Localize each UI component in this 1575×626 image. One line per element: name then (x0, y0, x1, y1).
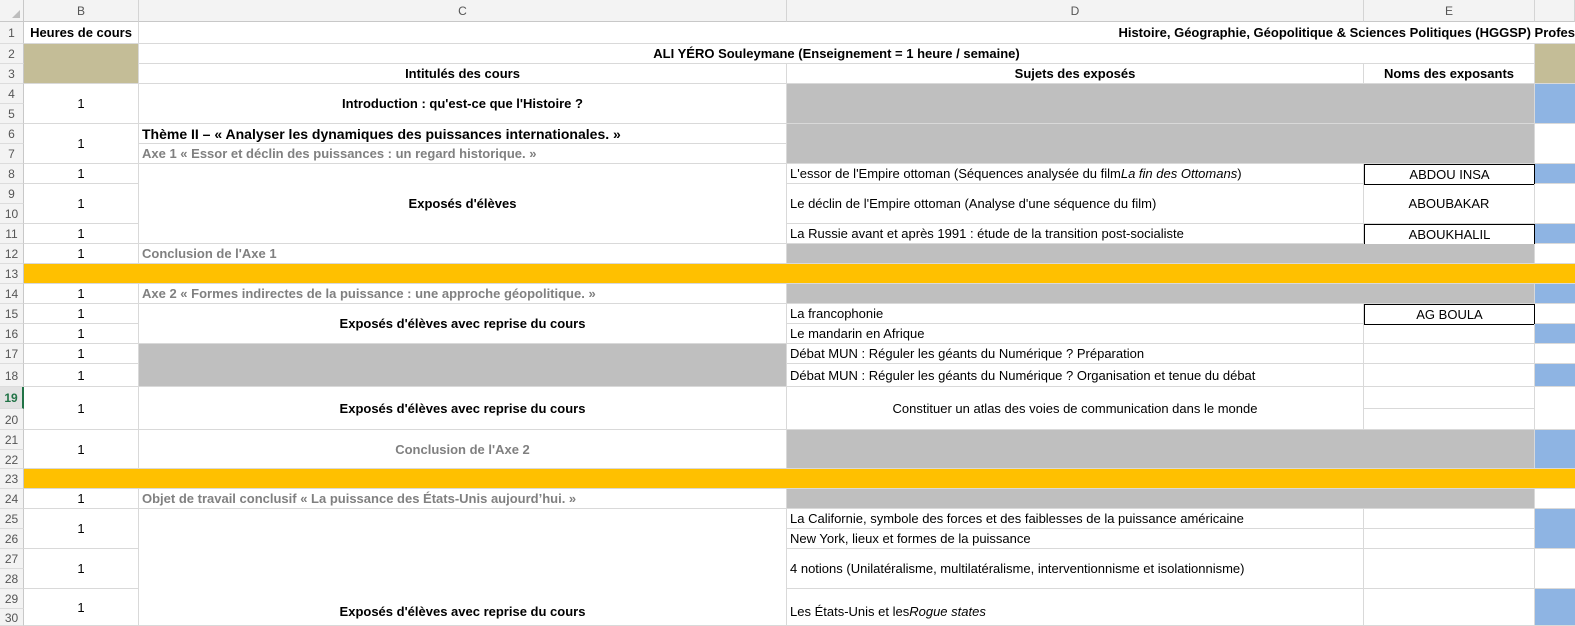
row-header-20[interactable] (0, 409, 24, 430)
cell-name-abdou-insa[interactable]: ABDOU INSA (1364, 164, 1535, 185)
cell-gray-d6[interactable] (787, 124, 1535, 164)
cell-name-aboukhalil[interactable]: ABOUKHALIL (1364, 224, 1535, 245)
hours-cell[interactable]: 1 (24, 489, 139, 509)
row-header-16[interactable] (0, 324, 24, 344)
row-number: 28 (4, 572, 19, 586)
cell-gray-d12[interactable] (787, 244, 1535, 264)
cell-sujet-row15[interactable]: La francophonie (787, 304, 1364, 324)
hours-cell[interactable]: 1 (24, 224, 139, 244)
cell-e19[interactable] (1364, 387, 1535, 409)
row-number: 6 (8, 127, 15, 141)
cell-e26[interactable] (1364, 529, 1535, 549)
cell-e17[interactable] (1364, 344, 1535, 364)
hours-cell[interactable]: 1 (24, 344, 139, 364)
row-number: 4 (8, 87, 15, 101)
row-number: 1 (8, 26, 15, 40)
cell-e29[interactable] (1364, 589, 1535, 626)
row-header-11[interactable] (0, 224, 24, 244)
hours-cell[interactable]: 1 (24, 164, 139, 184)
row-header-8[interactable] (0, 164, 24, 184)
row-header-5[interactable] (0, 104, 24, 124)
row-header-1[interactable] (0, 22, 24, 44)
row-number: 13 (4, 267, 19, 281)
cell-e18[interactable] (1364, 364, 1535, 387)
cell-f9[interactable] (1535, 184, 1575, 224)
hours-cell[interactable]: 1 (24, 184, 139, 224)
cell-teacher[interactable]: ALI YÉRO Souleymane (Enseignement = 1 heure / semaine) (139, 44, 1535, 64)
cell-sujet-row29[interactable] (787, 589, 1364, 626)
row-number: 12 (4, 247, 19, 261)
hours-cell[interactable]: 1 (24, 244, 139, 264)
row-header-23[interactable] (0, 469, 24, 489)
cell-e16[interactable] (1364, 324, 1535, 344)
row-number: 10 (4, 207, 19, 221)
row-header-2[interactable] (0, 44, 24, 64)
cell-gray-d4[interactable] (787, 84, 1535, 124)
row-header-21[interactable] (0, 430, 24, 450)
cell-f15[interactable] (1535, 304, 1575, 324)
sujet-text: L'essor de l'Empire ottoman (Séquences analysée du film (790, 166, 1121, 181)
row-header-15[interactable] (0, 304, 24, 324)
row-header-17[interactable] (0, 344, 24, 364)
cell-sujet-row16[interactable]: Le mandarin en Afrique (787, 324, 1364, 344)
hours-cell[interactable]: 1 (24, 284, 139, 304)
header-noms[interactable]: Noms des exposants (1364, 64, 1535, 84)
row-number: 26 (4, 532, 19, 546)
row-header-6[interactable] (0, 124, 24, 144)
cell-f25[interactable] (1535, 509, 1575, 549)
cell-gray-c17[interactable] (139, 344, 787, 387)
row-number: 14 (4, 287, 19, 301)
sujet-text-end: ) (1237, 166, 1242, 181)
cell-f2-f3[interactable] (1535, 44, 1575, 84)
row-number: 30 (4, 610, 19, 625)
hours-cell[interactable]: 1 (24, 304, 139, 324)
cell-b1[interactable]: Heures de cours (24, 22, 139, 44)
row-number: 16 (4, 327, 19, 341)
cell-f27[interactable] (1535, 549, 1575, 589)
rogue-states: Rogue states (909, 604, 986, 619)
row-number: 11 (5, 227, 18, 241)
cell-sujet-row9[interactable]: Le déclin de l'Empire ottoman (Analyse d'une séquence du film) (787, 184, 1364, 224)
cell-sujet-row27[interactable]: 4 notions (Unilatéralisme, multilatéralisme, interventionnisme et isolationnisme) (787, 549, 1364, 589)
cell-e27[interactable] (1364, 549, 1535, 589)
cell-f4[interactable] (1535, 84, 1575, 124)
hours-cell[interactable]: 1 (24, 549, 139, 589)
hours-cell[interactable]: 1 (24, 84, 139, 124)
hours-cell[interactable]: 1 (24, 364, 139, 387)
cell-gray-d14[interactable] (787, 284, 1535, 304)
row-number: 25 (4, 512, 19, 526)
row-number: 29 (4, 592, 19, 606)
cell-f16[interactable] (1535, 324, 1575, 344)
row-header-24[interactable] (0, 489, 24, 509)
row-number: 23 (4, 472, 19, 486)
row-number: 21 (4, 433, 19, 447)
row-header-19[interactable] (0, 387, 24, 409)
row-number: 7 (8, 147, 15, 161)
header-intitules[interactable]: Intitulés des cours (139, 64, 787, 84)
cell-exposes-eleves[interactable]: Exposés d'élèves (139, 164, 787, 244)
select-all-corner[interactable] (0, 0, 24, 22)
row-header-28[interactable] (0, 569, 24, 589)
row-number: 17 (4, 347, 19, 361)
row-number: 15 (4, 307, 19, 321)
row-number: 9 (8, 187, 15, 201)
cell-exposes-reprise[interactable]: Exposés d'élèves avec reprise du cours (139, 304, 787, 344)
film-title: La fin des Ottomans (1120, 166, 1238, 181)
cell-f24[interactable] (1535, 489, 1575, 509)
column-header-f[interactable] (1535, 0, 1575, 22)
hours-cell[interactable]: 1 (24, 509, 139, 549)
cell-gray-d21[interactable] (787, 430, 1535, 469)
row-number: 27 (4, 552, 19, 566)
row-number: 19 (4, 391, 18, 405)
cell-f6[interactable] (1535, 124, 1575, 164)
row-header-9[interactable] (0, 184, 24, 204)
row-header-12[interactable] (0, 244, 24, 264)
row-number: 3 (8, 67, 15, 81)
row-header-14[interactable] (0, 284, 24, 304)
row-header-26[interactable] (0, 529, 24, 549)
row-number: 20 (4, 412, 19, 427)
row-header-4[interactable] (0, 84, 24, 104)
cell-f18[interactable] (1535, 364, 1575, 387)
cell-sujet-row25[interactable]: La Californie, symbole des forces et des faiblesses de la puissance américaine (787, 509, 1364, 529)
row-number: 18 (4, 368, 19, 383)
row-number: 8 (8, 167, 15, 181)
cell-theme2[interactable]: Thème II – « Analyser les dynamiques des puissances internationales. » (139, 124, 787, 144)
header-sujets[interactable]: Sujets des exposés (787, 64, 1364, 84)
row-number: 22 (4, 452, 19, 467)
column-header-d[interactable]: D (787, 0, 1364, 22)
cell-f8[interactable] (1535, 164, 1575, 184)
cell-sujet-row19[interactable]: Constituer un atlas des voies de communication dans le monde (787, 387, 1364, 430)
cell-f19[interactable] (1535, 387, 1575, 430)
row-header-30[interactable] (0, 609, 24, 626)
cell-exposes-reprise[interactable]: Exposés d'élèves avec reprise du cours (139, 509, 787, 626)
column-header-b[interactable]: B (24, 0, 139, 22)
cell-b2-b3[interactable] (24, 44, 139, 84)
row-header-10[interactable] (0, 204, 24, 224)
cell-name-aboubakar[interactable]: ABOUBAKAR (1364, 184, 1535, 224)
separator-row-13[interactable] (24, 264, 1575, 284)
row-header-25[interactable] (0, 509, 24, 529)
separator-row-23[interactable] (24, 469, 1575, 489)
cell-f17[interactable] (1535, 344, 1575, 364)
row-header-18[interactable] (0, 364, 24, 387)
cell-sujet-row8[interactable] (787, 164, 1364, 184)
sujet-text: Les États-Unis et les (790, 604, 910, 619)
row-header-27[interactable] (0, 549, 24, 569)
cell-course-title[interactable]: Histoire, Géographie, Géopolitique & Sciences Politiques (HGGSP) Profes (139, 22, 1575, 44)
cell-objet-conclusif[interactable]: Objet de travail conclusif « La puissance des États-Unis aujourd’hui. » (139, 489, 787, 509)
hours-cell[interactable]: 1 (24, 387, 139, 430)
cell-e25[interactable] (1364, 509, 1535, 529)
cell-axe1[interactable]: Axe 1 « Essor et déclin des puissances : un regard historique. » (139, 144, 787, 164)
row-number: 5 (8, 107, 15, 121)
cell-sujet-row17[interactable]: Débat MUN : Réguler les géants du Numérique ? Préparation (787, 344, 1364, 364)
row-header-7[interactable] (0, 144, 24, 164)
cell-name-ag-boula[interactable]: AG BOULA (1364, 304, 1535, 325)
cell-f14[interactable] (1535, 284, 1575, 304)
cell-sujet-row18[interactable]: Débat MUN : Réguler les géants du Numérique ? Organisation et tenue du débat (787, 364, 1364, 387)
cell-f21[interactable] (1535, 430, 1575, 469)
hours-cell[interactable]: 1 (24, 324, 139, 344)
column-header-e[interactable]: E (1364, 0, 1535, 22)
row-header-13[interactable] (0, 264, 24, 284)
cell-sujet-row11[interactable]: La Russie avant et après 1991 : étude de la transition post-socialiste (787, 224, 1364, 244)
row-header-29[interactable] (0, 589, 24, 609)
row-header-22[interactable] (0, 450, 24, 469)
cell-f29[interactable] (1535, 589, 1575, 626)
cell-conclusion-axe2[interactable]: Conclusion de l'Axe 2 (139, 430, 787, 469)
column-header-c[interactable]: C (139, 0, 787, 22)
row-number: 24 (4, 492, 19, 506)
cell-gray-d24[interactable] (787, 489, 1535, 509)
row-header-3[interactable] (0, 64, 24, 84)
hours-cell[interactable]: 1 (24, 430, 139, 469)
hours-cell[interactable]: 1 (24, 589, 139, 626)
cell-conclusion-axe1[interactable]: Conclusion de l'Axe 1 (139, 244, 787, 264)
cell-introduction[interactable]: Introduction : qu'est-ce que l'Histoire ? (139, 84, 787, 124)
cell-sujet-row26[interactable]: New York, lieux et formes de la puissance (787, 529, 1364, 549)
cell-axe2[interactable]: Axe 2 « Formes indirectes de la puissance : une approche géopolitique. » (139, 284, 787, 304)
cell-exposes-reprise[interactable]: Exposés d'élèves avec reprise du cours (139, 387, 787, 430)
cell-f12[interactable] (1535, 244, 1575, 264)
cell-f11[interactable] (1535, 224, 1575, 244)
hours-cell[interactable]: 1 (24, 124, 139, 164)
cell-e20[interactable] (1364, 409, 1535, 430)
row-number: 2 (8, 47, 15, 61)
